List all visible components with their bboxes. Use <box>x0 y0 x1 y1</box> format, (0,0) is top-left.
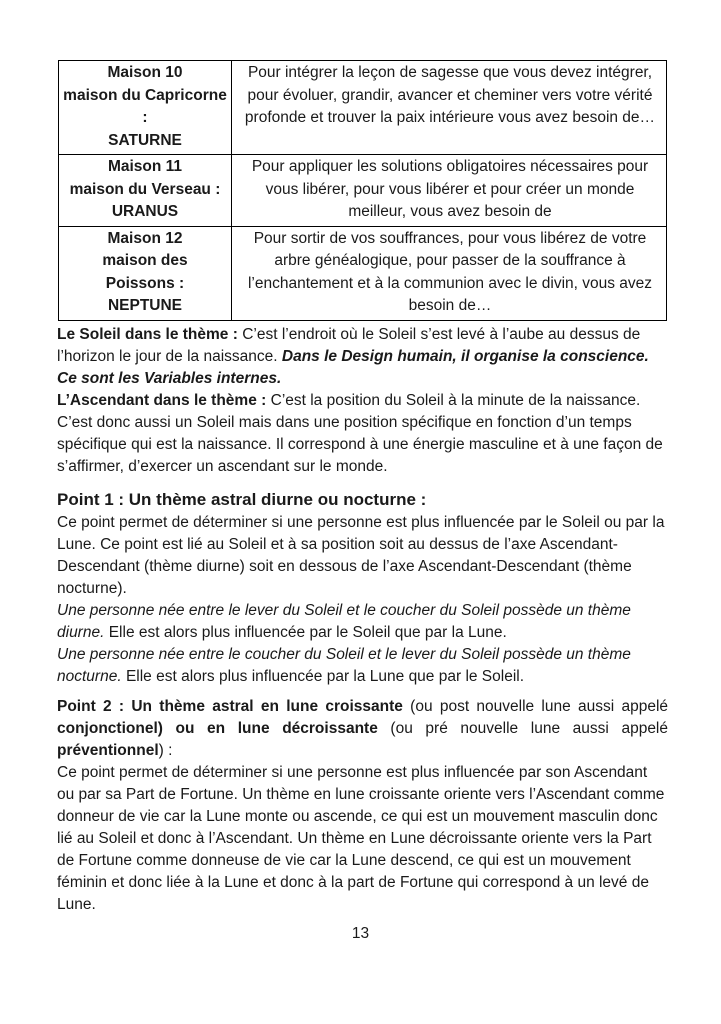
house-line: Maison 12 <box>107 229 183 247</box>
point1-heading: Point 1 : Un thème astral diurne ou nocturne : <box>57 489 427 509</box>
point2-body: Ce point permet de déterminer si une personne est plus influencée par son Ascendant ou par sa Part de Fortune. Un thème en lune croissante oriente vers l’Ascendant comme donneur de vie car la Lune monte ou ascende, ce qui est un mouvement masculin donc lié au Soleil et donc à l’Ascendant. Un thème en Lune décroissante oriente vers la Part de Fortune comme donneuse de vie car la Lune descend, ce qui est un mouvement féminin et donc liée à la Lune et donc à la part de Fortune qui correspond à un levé de Lune. <box>57 763 665 913</box>
page-content <box>57 60 668 916</box>
ascendant-text: C’est la position du Soleil à la minute de la naissance. C’est donc aussi un Soleil mais dans une position spécifique en fonction d’un temps spécifique qui est la naissance. Il correspond à une énergie masculine et à une façon de s’affirmer, d’exercer un ascendant sur le monde. <box>57 391 663 475</box>
house-line: Poissons : <box>105 274 185 292</box>
diurne-italic: Une personne née entre le lever du Soleil et le coucher du Soleil possède un thème diurne. <box>57 601 631 641</box>
diurne-text: Elle est alors plus influencée par le Soleil que par la Lune. <box>104 623 507 641</box>
house-cell <box>59 155 232 227</box>
point1-nocturne <box>57 644 668 688</box>
house-line: NEPTUNE <box>107 297 183 314</box>
point2-title-a: Point 2 : Un thème astral en lune croissante <box>57 697 403 715</box>
nocturne-text: Elle est alors plus influencée par la Lune que par le Soleil. <box>121 667 525 685</box>
house-description: Pour appliquer les solutions obligatoires nécessaires pour vous libérer, pour vous libérer et pour créer un monde meilleur, vous avez besoin de <box>232 155 667 227</box>
point2-title-b: conjonctionel) ou en lune décroissante <box>57 719 378 737</box>
point1-intro: Ce point permet de déterminer si une personne est plus influencée par le Soleil ou par la Lune. Ce point est lié au Soleil et à sa position soit au dessus de l’axe Ascendant-Descendant (thème diurne) soit en dessous de l’axe Ascendant-Descendant (thème nocturne). <box>57 513 665 597</box>
spacer <box>57 688 668 696</box>
house-line: maison des <box>102 252 188 269</box>
house-line: URANUS <box>111 203 179 220</box>
house-line: Maison 10 <box>107 64 183 81</box>
ascendant-paragraph <box>57 390 668 478</box>
page-number: 13 <box>351 925 370 942</box>
soleil-emphasis: Dans le Design humain, il organise la conscience. Ce sont les Variables internes. <box>57 347 649 387</box>
soleil-paragraph <box>57 324 668 390</box>
ascendant-label: L’Ascendant dans le thème : <box>57 391 267 409</box>
point2-text-a: (ou post nouvelle lune aussi appelé <box>402 697 669 715</box>
house-description: Pour intégrer la leçon de sagesse que vous devez intégrer, pour évoluer, grandir, avancer et cheminer vers votre vérité profonde et trouver la paix intérieure vous avez besoin de… <box>232 61 667 155</box>
house-line: SATURNE <box>108 131 182 149</box>
point2-heading <box>57 696 668 762</box>
soleil-text: C’est l’endroit où le Soleil s’est levé à l’aube au dessus de l’horizon le jour de la naissance. <box>57 325 641 365</box>
table-row <box>59 226 667 320</box>
house-line: maison du Capricorne : <box>63 86 227 126</box>
soleil-label: Le Soleil dans le thème : <box>57 325 238 343</box>
house-cell <box>59 61 232 155</box>
house-cell <box>59 226 232 320</box>
point2-text-c: ) : <box>158 741 173 759</box>
house-description: Pour sortir de vos souffrances, pour vous libérez de votre arbre généalogique, pour passer de la souffrance à l’enchantement et à la communion avec le divin, vous avez besoin de… <box>232 226 667 320</box>
point2-text-b: (ou pré nouvelle lune aussi appelé <box>377 719 668 737</box>
house-line: maison du Verseau : <box>69 180 221 198</box>
houses-table <box>58 60 667 321</box>
point2-title-c: préventionnel <box>57 741 159 759</box>
house-line: Maison 11 <box>107 158 183 175</box>
nocturne-italic: Une personne née entre le coucher du Soleil et le lever du Soleil possède un thème nocturne. <box>57 645 631 685</box>
table-row <box>59 61 667 155</box>
point1-diurne <box>57 600 668 644</box>
table-row <box>59 155 667 227</box>
